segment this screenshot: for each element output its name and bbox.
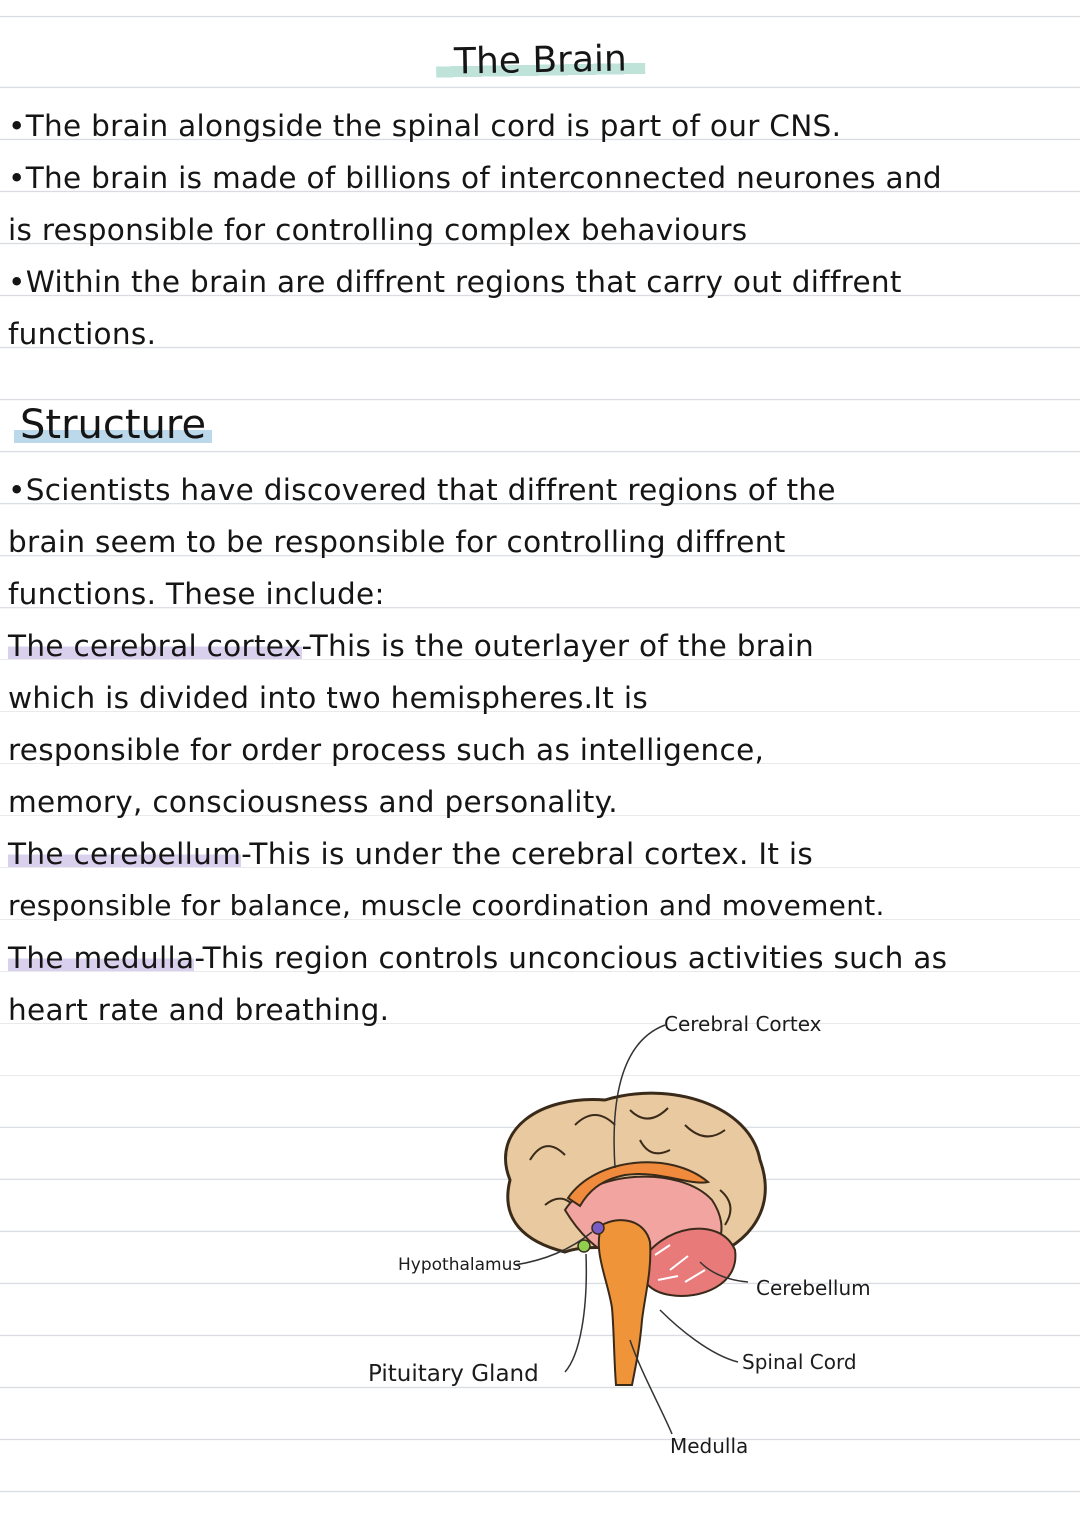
intro-line: functions. [8,317,157,351]
title-area [0,38,1080,84]
intro-line: is responsible for controlling complex behaviours [8,213,748,247]
label-cerebral-cortex: Cerebral Cortex [664,1012,822,1036]
label-medulla: Medulla [670,1434,749,1458]
structure-line: •Scientists have discovered that diffrent regions of the [8,473,836,507]
page-title: The Brain [435,36,645,86]
medulla-line [8,940,1074,976]
intro-line: •The brain alongside the spinal cord is part of our CNS. [8,109,842,143]
region-line: heart rate and breathing. [8,993,390,1027]
cerebellum-line [8,836,1074,872]
region-line: memory, consciousness and personality. [8,785,618,819]
intro-line: •The brain is made of billions of interconnected neurones and [8,161,942,195]
region-line: which is divided into two hemispheres.It is [8,681,649,715]
brain-illustration [340,1010,900,1490]
label-spinal-cord: Spinal Cord [742,1350,857,1374]
section-heading: Structure [14,400,212,450]
cerebral-cortex-line [8,628,1074,664]
region-text: -This is under the cerebral cortex. It is [241,837,814,871]
label-pituitary-gland: Pituitary Gland [368,1361,539,1387]
pointer-spinal-cord [660,1310,738,1362]
structure-line: brain seem to be responsible for controlling diffrent [8,525,786,559]
label-hypothalamus: Hypothalamus [398,1255,522,1275]
brainstem-shape [599,1220,651,1385]
pointer-pituitary [565,1254,586,1372]
term-cerebral-cortex: The cerebral cortex [8,629,302,663]
intro-line: •Within the brain are diffrent regions that carry out diffrent [8,265,902,299]
term-medulla: The medulla [8,941,195,975]
term-cerebellum: The cerebellum [8,837,242,871]
structure-line: functions. These include: [8,577,385,611]
label-cerebellum: Cerebellum [756,1276,871,1300]
region-text: -This region controls unconcious activities such as [194,941,948,975]
region-line: responsible for balance, muscle coordination and movement. [8,889,885,922]
hypothalamus-shape [592,1222,604,1234]
region-text: -This is the outerlayer of the brain [301,629,815,663]
brain-diagram [340,1010,900,1490]
region-line: responsible for order process such as intelligence, [8,733,765,767]
